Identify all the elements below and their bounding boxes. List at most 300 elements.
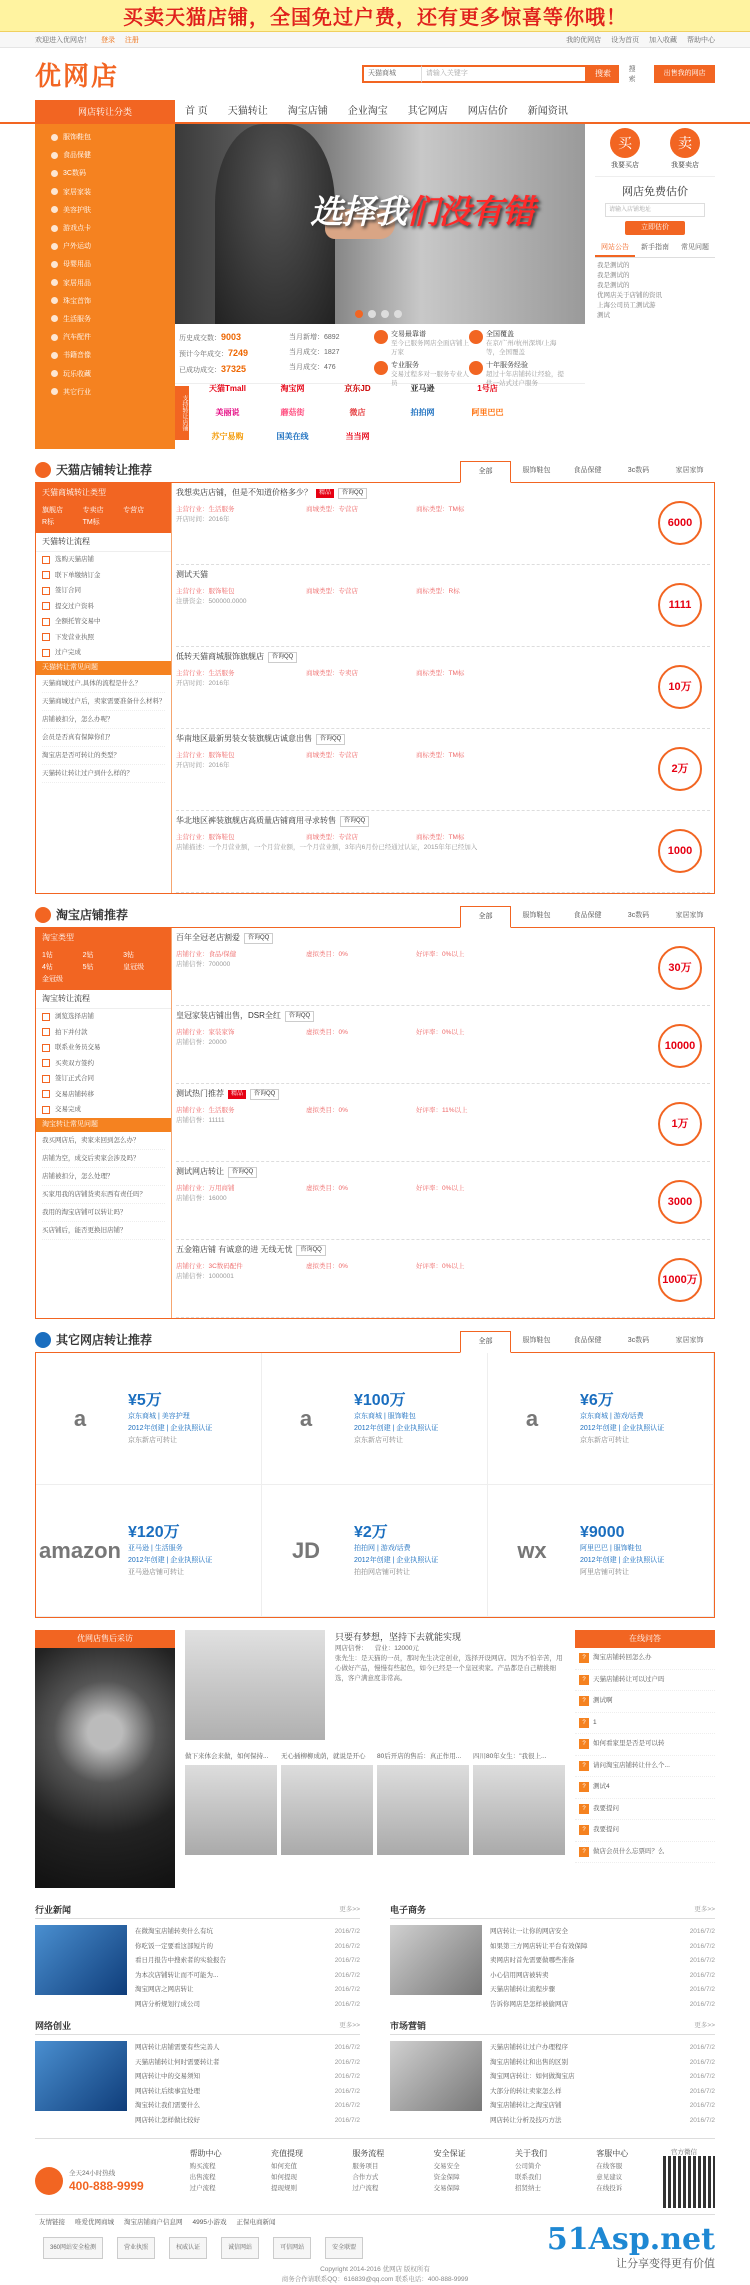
partner-logo[interactable]: 微店	[349, 408, 366, 417]
footer-link[interactable]: 如何提现	[270, 2174, 297, 2181]
footer-link[interactable]: 提现规则	[270, 2185, 297, 2192]
news-item[interactable]	[490, 1983, 715, 1998]
nav-news[interactable]: 新闻资讯	[527, 106, 568, 117]
listing-price[interactable]: 1000	[658, 829, 702, 873]
step-label: 买卖双方签约	[55, 1059, 94, 1067]
taobao-tab[interactable]: 食品保健	[573, 912, 602, 919]
thumb-caption[interactable]: 80后开店的售后：真正作用...	[377, 1753, 462, 1760]
taobao-faq-link[interactable]: 我用的淘宝店铺可以转让吗？	[42, 1204, 165, 1222]
sidebar-item-category[interactable]	[35, 328, 175, 346]
sidebar-item-category[interactable]	[35, 164, 175, 182]
my-shop-link[interactable]: 我的优网店	[566, 37, 602, 44]
news-item-title[interactable]: 网店分析规划行成公司	[135, 2000, 200, 2008]
news-item[interactable]	[135, 1998, 360, 2013]
sidebar-item-category[interactable]	[35, 128, 175, 146]
partner-logo[interactable]: 亚马逊	[410, 384, 435, 393]
qa-item[interactable]	[575, 1648, 715, 1670]
partner-logo[interactable]: 当当网	[345, 432, 370, 441]
taobao-type-link[interactable]	[123, 974, 164, 986]
news-item[interactable]	[135, 2041, 360, 2056]
nav-tmall[interactable]: 天猫转让	[227, 106, 268, 117]
qa-item[interactable]	[575, 1756, 715, 1778]
taobao-tab[interactable]: 服饰鞋包	[522, 912, 551, 919]
interview-thumb[interactable]	[185, 1752, 277, 1855]
tmall-type-link[interactable]	[123, 517, 164, 529]
other-tab[interactable]: 全部	[460, 1331, 511, 1353]
footer-link[interactable]: 资金保障	[433, 2174, 460, 2181]
news-item-title[interactable]: 网店转让一让你的网店安全	[490, 1928, 568, 1935]
notice-item[interactable]: 我是测试的	[597, 282, 630, 289]
taobao-type-link[interactable]: 2钻	[82, 952, 94, 959]
other-shop-card[interactable]	[488, 1485, 714, 1617]
thumb-caption[interactable]: 四川80年女生："我很上...	[473, 1753, 547, 1760]
news-item-date: 2016/7/2	[334, 2044, 360, 2051]
platform-logo-icon: a	[299, 1405, 313, 1431]
listing-title[interactable]	[176, 1088, 710, 1100]
news-item-title[interactable]: 网店转让分析及技巧方法	[490, 2116, 562, 2124]
footer-link[interactable]: 过户流程	[352, 2185, 379, 2192]
partner-logo[interactable]: 天猫Tmall	[209, 384, 246, 393]
tmall-faq-link[interactable]: 天猫转让转让过户到什么样的？	[42, 765, 165, 783]
shop-url-input[interactable]: 请输入店铺地址	[605, 203, 705, 217]
taobao-listing[interactable]	[176, 1162, 710, 1240]
tmall-type-link[interactable]: R标	[42, 519, 55, 526]
listing-price[interactable]: 30万	[658, 946, 702, 990]
tmall-type-link[interactable]: 旗舰店	[42, 507, 63, 514]
taobao-type-link[interactable]: 4钻	[42, 964, 53, 971]
news-item[interactable]	[490, 2041, 715, 2056]
interview-headline[interactable]: 只要有梦想，坚持下去就能实现	[335, 1632, 462, 1642]
taobao-faq-link[interactable]: 店铺为空，成交后卖家会涉及吗？	[42, 1150, 165, 1168]
listing-price[interactable]: 1000万	[658, 1258, 702, 1302]
listing-price[interactable]: 6000	[658, 501, 702, 545]
search-category-select[interactable]: 天猫商城	[362, 65, 421, 83]
microphone-image[interactable]	[35, 1648, 175, 1888]
footer-link[interactable]: 交易保障	[433, 2185, 460, 2192]
partner-logo[interactable]: 苏宁易购	[211, 432, 244, 441]
notice-item[interactable]: 我是测试的	[597, 262, 630, 269]
listing-title[interactable]	[176, 1166, 710, 1178]
listing-price[interactable]: 10000	[658, 1024, 702, 1068]
listing-attr: 店铺描述：一个月营业额，一个月营业额，一个月营业额，3年内6月份已经通过认证，2015年年已经加入	[176, 844, 478, 851]
interview-thumb[interactable]	[473, 1752, 565, 1855]
listing-title[interactable]	[176, 1010, 710, 1022]
nav-home[interactable]: 首 页	[185, 106, 208, 117]
listing-name[interactable]: 华南地区最新男装女装旗舰店诚意出售	[176, 734, 312, 743]
consult-qq-button[interactable]: 咨询QQ	[296, 1245, 325, 1256]
news-item-date: 2016/7/2	[334, 2116, 360, 2124]
news-item[interactable]	[135, 2070, 360, 2085]
footer-link[interactable]: 在线投诉	[596, 2185, 623, 2192]
tab-guide[interactable]: 新手指南	[641, 244, 669, 251]
taobao-tab[interactable]: 家居家饰	[675, 912, 704, 919]
listing-name[interactable]: 百年全冠老店割爱	[176, 933, 240, 942]
top-bar	[0, 32, 750, 48]
friend-link[interactable]: 淘宝店铺商户信息网	[124, 2219, 183, 2226]
news-item-title[interactable]: 告诉你网店是怎样被偷网店	[490, 2000, 568, 2008]
news-more-link[interactable]: 更多>>	[694, 2022, 715, 2029]
footer-link[interactable]: 公司简介	[514, 2163, 541, 2170]
hotline-number[interactable]: 400-888-9999	[69, 2178, 144, 2193]
partner-logo[interactable]: 阿里巴巴	[471, 408, 504, 417]
sidebar-item-category[interactable]	[35, 383, 175, 401]
sidebar-item-category[interactable]	[35, 310, 175, 328]
consult-qq-button[interactable]: 咨询QQ	[338, 488, 367, 499]
news-item[interactable]	[490, 1925, 715, 1940]
listing-name[interactable]: 我想卖店店铺，但是不知道价格多少？	[176, 488, 312, 497]
news-item[interactable]	[135, 2056, 360, 2071]
step-label: 交易完成	[55, 1106, 81, 1113]
news-body	[390, 2035, 715, 2128]
listing-title[interactable]	[176, 651, 710, 663]
tmall-tab[interactable]: 服饰鞋包	[522, 467, 551, 474]
taobao-tab[interactable]: 3c数码	[627, 912, 650, 919]
qa-item[interactable]	[575, 1670, 715, 1692]
register-link[interactable]: 注册	[124, 37, 139, 44]
thumb-photo[interactable]	[185, 1765, 277, 1855]
tmall-faq-link[interactable]: 淘宝店是否可转让的类型？	[42, 747, 165, 765]
nav-valuation[interactable]: 网店估价	[467, 106, 508, 117]
tmall-listing[interactable]	[176, 565, 710, 647]
qa-item[interactable]	[575, 1691, 715, 1713]
thumb-caption[interactable]: 无心插柳柳成荫，就说是开心	[281, 1753, 366, 1760]
cert-trusted[interactable]: 可信网站	[273, 2237, 311, 2259]
partner-logo[interactable]: 拍拍网	[410, 408, 435, 417]
news-item[interactable]	[135, 1969, 360, 1984]
other-shop-card[interactable]	[262, 1353, 488, 1485]
other-tab[interactable]: 家居家饰	[675, 1337, 704, 1344]
taobao-listing[interactable]	[176, 1006, 710, 1084]
step-label: 浏览选择店铺	[55, 1013, 94, 1020]
news-item-title[interactable]: 天猫店铺转让过户办理程序	[490, 2044, 568, 2051]
tmall-tab[interactable]: 全部	[460, 461, 511, 483]
valuation-button[interactable]: 立即估价	[625, 221, 685, 235]
news-block	[35, 2018, 360, 2134]
news-item[interactable]	[490, 2114, 715, 2129]
taobao-listing[interactable]	[176, 928, 710, 1006]
news-item[interactable]	[135, 2114, 360, 2129]
listing-price[interactable]: 1111	[658, 583, 702, 627]
sidebar-item-label: 家居用品	[63, 279, 91, 287]
news-item-title[interactable]: 天猫店铺转让何时需要转让者	[135, 2058, 220, 2066]
listing-price[interactable]: 3000	[658, 1180, 702, 1224]
interview-thumb[interactable]	[377, 1752, 469, 1855]
listing-attr: 店铺信誉：11111	[176, 1117, 225, 1124]
sell-shop-button[interactable]: 出售我的网店	[654, 65, 715, 83]
cert-safety[interactable]: 安全联盟	[325, 2237, 363, 2259]
taobao-faq-link[interactable]: 店铺被扣分，怎么处理？	[42, 1168, 165, 1186]
top-promo-banner[interactable]	[0, 0, 750, 32]
listing-title[interactable]	[176, 733, 710, 745]
partner-logo[interactable]	[455, 425, 520, 449]
cert-credit[interactable]: 诚信网站	[221, 2237, 259, 2259]
consult-qq-button[interactable]: 咨询QQ	[250, 1089, 279, 1100]
sidebar-item-category[interactable]	[35, 183, 175, 201]
news-item-title[interactable]: 如果第三方网店转让平台有效保障	[490, 1942, 588, 1950]
add-favorite-link[interactable]: 加入收藏	[649, 37, 678, 44]
news-item-title[interactable]: 网店转让怎样做比较好	[135, 2116, 200, 2124]
consult-qq-button[interactable]: 咨询QQ	[340, 816, 369, 827]
consult-qq-button[interactable]: 咨询QQ	[268, 652, 297, 663]
news-item-date: 2016/7/2	[334, 2102, 360, 2109]
footer-link[interactable]: 购买流程	[189, 2163, 216, 2170]
nav-other[interactable]: 其它网店	[407, 106, 448, 117]
slider-dots[interactable]	[355, 310, 402, 318]
sidebar-item-label: 家居家装	[63, 188, 91, 196]
interview-photo[interactable]	[185, 1630, 325, 1740]
thumb-caption[interactable]: 做下来体会来做，如何保持...	[185, 1753, 269, 1760]
qa-item[interactable]	[575, 1820, 715, 1842]
taobao-type-link[interactable]: 3钻	[123, 952, 135, 959]
tmall-listing[interactable]	[176, 729, 710, 811]
news-item[interactable]	[490, 1998, 715, 2013]
notice-item[interactable]: 优网店关于店铺的资讯	[597, 292, 662, 299]
tmall-faq-link[interactable]: 店铺被扣分，怎么办呢？	[42, 711, 165, 729]
news-item-title[interactable]: 大部分的转让卖家怎么样	[490, 2087, 562, 2095]
news-item-date: 2016/7/2	[689, 1957, 715, 1964]
news-item-date: 2016/7/2	[689, 2044, 715, 2051]
news-image[interactable]	[390, 1925, 482, 1995]
sidebar-item-category[interactable]	[35, 292, 175, 310]
friend-link[interactable]: 唯爱优网商城	[75, 2219, 114, 2226]
listing-title[interactable]	[176, 569, 710, 581]
footer-link[interactable]: 在线客服	[596, 2163, 623, 2170]
friend-link[interactable]: 4995小游戏	[192, 2219, 227, 2226]
news-item-title[interactable]: 网店转让店铺需要有些完善人	[135, 2044, 220, 2051]
consult-qq-button[interactable]: 咨询QQ	[285, 1011, 314, 1022]
qa-item[interactable]	[575, 1777, 715, 1799]
thumb-photo[interactable]	[473, 1765, 565, 1855]
cert-license[interactable]: 营业执照	[117, 2237, 155, 2259]
qa-text: 请问淘宝店铺转让什么个...	[593, 1761, 670, 1769]
taobao-type-link[interactable]: 5钻	[82, 964, 94, 971]
sidebar-item-category[interactable]	[35, 364, 175, 382]
footer-link[interactable]: 合作方式	[352, 2174, 379, 2181]
listing-title[interactable]	[176, 815, 710, 827]
news-item[interactable]	[135, 2099, 360, 2114]
nav-taobao[interactable]: 淘宝店铺	[287, 106, 328, 117]
tmall-listing[interactable]	[176, 811, 710, 893]
news-image[interactable]	[35, 2041, 127, 2111]
news-item-title[interactable]: 淘宝网店转让：如何做淘宝店	[490, 2073, 575, 2080]
news-item[interactable]	[490, 2056, 715, 2071]
news-item-title[interactable]: 网店转让中的交易须知	[135, 2073, 200, 2080]
qa-item[interactable]	[575, 1713, 715, 1735]
site-logo[interactable]: 优网店	[35, 61, 120, 92]
consult-qq-button[interactable]: 咨询QQ	[316, 734, 345, 745]
footer-link[interactable]: 过户流程	[189, 2185, 216, 2192]
search-link[interactable]: 搜索	[628, 66, 636, 83]
notice-item[interactable]: 我是测试的	[597, 272, 630, 279]
sidebar-item-category[interactable]	[35, 237, 175, 255]
listing-title[interactable]	[176, 487, 710, 499]
friend-link[interactable]: 正保电商新闻	[236, 2219, 276, 2226]
news-item-title[interactable]: 为本次店铺转让而不可能为...	[135, 1971, 219, 1979]
other-shop-card[interactable]	[36, 1353, 262, 1485]
hero-slider[interactable]	[175, 124, 585, 324]
taobao-type-link[interactable]: 皇冠级	[123, 964, 145, 971]
tmall-listing[interactable]	[176, 483, 710, 565]
other-section-title: 其它网店转让推荐	[56, 1333, 153, 1347]
search-button[interactable]: 搜索	[587, 65, 618, 83]
listing-price[interactable]: 1万	[658, 1102, 702, 1146]
notice-item[interactable]: 上海公司员工测试游	[597, 302, 656, 309]
news-image[interactable]	[390, 2041, 482, 2111]
cert-authority[interactable]: 权威认证	[169, 2237, 207, 2259]
sidebar-item-category[interactable]	[35, 219, 175, 237]
news-item-title[interactable]: 淘宝转让我们需要什么	[135, 2102, 200, 2109]
footer-link[interactable]: 招贤纳士	[514, 2185, 541, 2192]
partner-logo[interactable]: 京东JD	[344, 384, 371, 393]
qa-item[interactable]	[575, 1799, 715, 1821]
consult-qq-button[interactable]: 咨询QQ	[228, 1167, 257, 1178]
tmall-tab[interactable]: 食品保健	[573, 467, 602, 474]
nav-enterprise[interactable]: 企业淘宝	[347, 106, 388, 117]
taobao-type-link[interactable]	[83, 974, 124, 986]
sell-shop-circle-button[interactable]: 卖 我要卖店	[670, 128, 700, 170]
listing-name[interactable]: 华北地区裤装旗舰店高质量店铺商用寻求转售	[176, 816, 336, 825]
partner-logo[interactable]: 1号店	[477, 384, 498, 393]
listing-name[interactable]: 五金箱店铺 有诚意的进 无线无忧	[176, 1245, 293, 1254]
news-item[interactable]	[490, 2070, 715, 2085]
news-item[interactable]	[490, 2099, 715, 2114]
tmall-tab[interactable]: 家居家饰	[675, 467, 704, 474]
taobao-listing[interactable]	[176, 1084, 710, 1162]
tmall-faq-link[interactable]: 会员是否真有保障你们？	[42, 729, 165, 747]
news-more-link[interactable]: 更多>>	[694, 1906, 715, 1913]
hero-area	[35, 124, 715, 449]
news-item-date: 2016/7/2	[334, 1986, 360, 1993]
listing-name[interactable]: 测试网店转让	[176, 1167, 224, 1176]
listing-title[interactable]	[176, 932, 710, 944]
qa-item[interactable]	[575, 1842, 715, 1864]
consult-qq-button[interactable]: 咨询QQ	[244, 933, 273, 944]
tmall-type-link[interactable]: TM标	[82, 519, 100, 526]
other-tab[interactable]: 服饰鞋包	[522, 1337, 551, 1344]
shop-info	[354, 1523, 438, 1579]
sidebar-item-category[interactable]	[35, 346, 175, 364]
news-item-title[interactable]: 看日月报告中搜索者的实验报告	[135, 1957, 226, 1964]
taobao-tab[interactable]: 全部	[460, 906, 511, 928]
sidebar-item-category[interactable]	[35, 255, 175, 273]
news-item[interactable]	[490, 1940, 715, 1955]
other-shop-card[interactable]	[262, 1485, 488, 1617]
partner-logo[interactable]	[390, 425, 455, 449]
sidebar-item-category[interactable]	[35, 146, 175, 164]
qa-item[interactable]	[575, 1734, 715, 1756]
news-item[interactable]	[135, 1954, 360, 1969]
tmall-type-link[interactable]: 专营店	[123, 507, 145, 514]
news-item[interactable]	[135, 1983, 360, 1998]
news-item-title[interactable]: 网店转让后续事宜处理	[135, 2087, 200, 2095]
news-item-title[interactable]: 小心信用网店被转卖	[490, 1971, 549, 1979]
notice-item[interactable]: 测试	[597, 312, 610, 319]
news-item[interactable]	[490, 1969, 715, 1984]
thumb-photo[interactable]	[281, 1765, 373, 1855]
listing-attributes	[176, 833, 710, 853]
tmall-tab[interactable]: 3c数码	[627, 467, 650, 474]
partner-logo[interactable]: 淘宝网	[280, 384, 305, 393]
login-link[interactable]: 登录	[100, 37, 115, 44]
footer-link[interactable]: 联系我们	[514, 2174, 541, 2181]
news-more-link[interactable]: 更多>>	[339, 2022, 360, 2029]
taobao-type-link[interactable]: 金冠级	[42, 976, 63, 983]
other-shop-card[interactable]	[488, 1353, 714, 1485]
tab-faq[interactable]: 常见问题	[681, 244, 709, 251]
thumb-photo[interactable]	[377, 1765, 469, 1855]
listing-name[interactable]: 测试热门推荐	[176, 1089, 224, 1098]
listing-title[interactable]	[176, 1244, 710, 1256]
footer-link[interactable]: 交易安全	[433, 2163, 460, 2170]
news-item-title[interactable]: 你吃饭一定要看这部短片的	[135, 1942, 213, 1950]
tmall-faq-link[interactable]: 天猫商城过户,具体的流程是什么？	[42, 675, 165, 693]
listing-name[interactable]: 皇冠家装店铺出售，DSR全红	[176, 1011, 281, 1020]
taobao-faq-link[interactable]: 买家用我的店铺货卖东西有责任吗？	[42, 1186, 165, 1204]
help-center-link[interactable]: 帮助中心	[687, 37, 715, 44]
news-more-link[interactable]: 更多>>	[339, 1906, 360, 1913]
taobao-faq-link[interactable]: 我买网店后，卖家来回到怎么办？	[42, 1132, 165, 1150]
news-item-title[interactable]: 在微淘宝店铺转卖什么有坑	[135, 1928, 213, 1935]
set-homepage-link[interactable]: 设为首页	[611, 37, 640, 44]
listing-attr: 主营行业：服饰鞋包	[176, 834, 235, 841]
tmall-faq-link[interactable]: 天猫商城过户后，卖家需要准备什么材料？	[42, 693, 165, 711]
taobao-listing[interactable]	[176, 1240, 710, 1318]
sidebar-item-category[interactable]	[35, 274, 175, 292]
news-item[interactable]	[490, 2085, 715, 2100]
news-item[interactable]	[135, 2085, 360, 2100]
news-item-title[interactable]: 天猫店铺转让流程步骤	[490, 1986, 555, 1993]
taobao-type-link[interactable]: 1钻	[42, 952, 53, 959]
news-item-title[interactable]: 淘宝店铺转让和出售的区别	[490, 2058, 568, 2066]
buy-shop-button[interactable]: 买 我要买店	[610, 128, 640, 170]
listing-price[interactable]: 2万	[658, 747, 702, 791]
news-image[interactable]	[35, 1925, 127, 1995]
sidebar-item-category[interactable]	[35, 201, 175, 219]
taobao-faq-link[interactable]: 买店铺后，能否更换旧店铺？	[42, 1222, 165, 1240]
footer-link[interactable]: 如何充值	[270, 2163, 297, 2170]
news-item-title[interactable]: 淘宝店铺转让之淘宝店铺	[490, 2102, 562, 2109]
listing-attr: 主营行业：生活服务	[176, 670, 235, 677]
other-tab[interactable]: 3c数码	[627, 1337, 650, 1344]
partner-logo[interactable]: 蘑菇街	[280, 408, 305, 417]
tmall-type-link[interactable]: 专卖店	[82, 507, 104, 514]
shop-price: ¥2万	[354, 1523, 388, 1541]
partner-logo[interactable]: 美丽说	[215, 408, 240, 417]
search-input[interactable]: 请输入关键字	[421, 65, 587, 83]
cert-360[interactable]: 360网站安全检测	[43, 2237, 103, 2259]
listing-price[interactable]: 10万	[658, 665, 702, 709]
news-item[interactable]	[135, 1940, 360, 1955]
interview-thumb[interactable]	[281, 1752, 373, 1855]
footer-link[interactable]: 出售流程	[189, 2174, 216, 2181]
news-item-title[interactable]: 卖网店时首先需要做哪些准备	[490, 1957, 575, 1964]
step-icon	[42, 1044, 50, 1052]
other-tab[interactable]: 食品保健	[573, 1337, 602, 1344]
listing-attr: 虚拟类目：0%	[306, 1107, 348, 1114]
other-shop-card[interactable]	[36, 1485, 262, 1617]
category-menu-title[interactable]: 网店转让分类	[35, 100, 175, 124]
partner-logo[interactable]: 国美在线	[276, 432, 309, 441]
news-item[interactable]	[135, 1925, 360, 1940]
footer-link[interactable]: 服务项目	[352, 2163, 379, 2170]
news-item[interactable]	[490, 1954, 715, 1969]
footer-link[interactable]: 意见建议	[596, 2174, 623, 2181]
listing-name[interactable]: 低转天猫商城服饰旗舰店	[176, 652, 264, 661]
tmall-listing[interactable]	[176, 647, 710, 729]
listing-name[interactable]: 测试天猫	[176, 570, 208, 579]
tab-announcement[interactable]: 网站公告	[595, 241, 635, 257]
news-item-title[interactable]: 淘宝网店之网店转让	[135, 1986, 194, 1993]
